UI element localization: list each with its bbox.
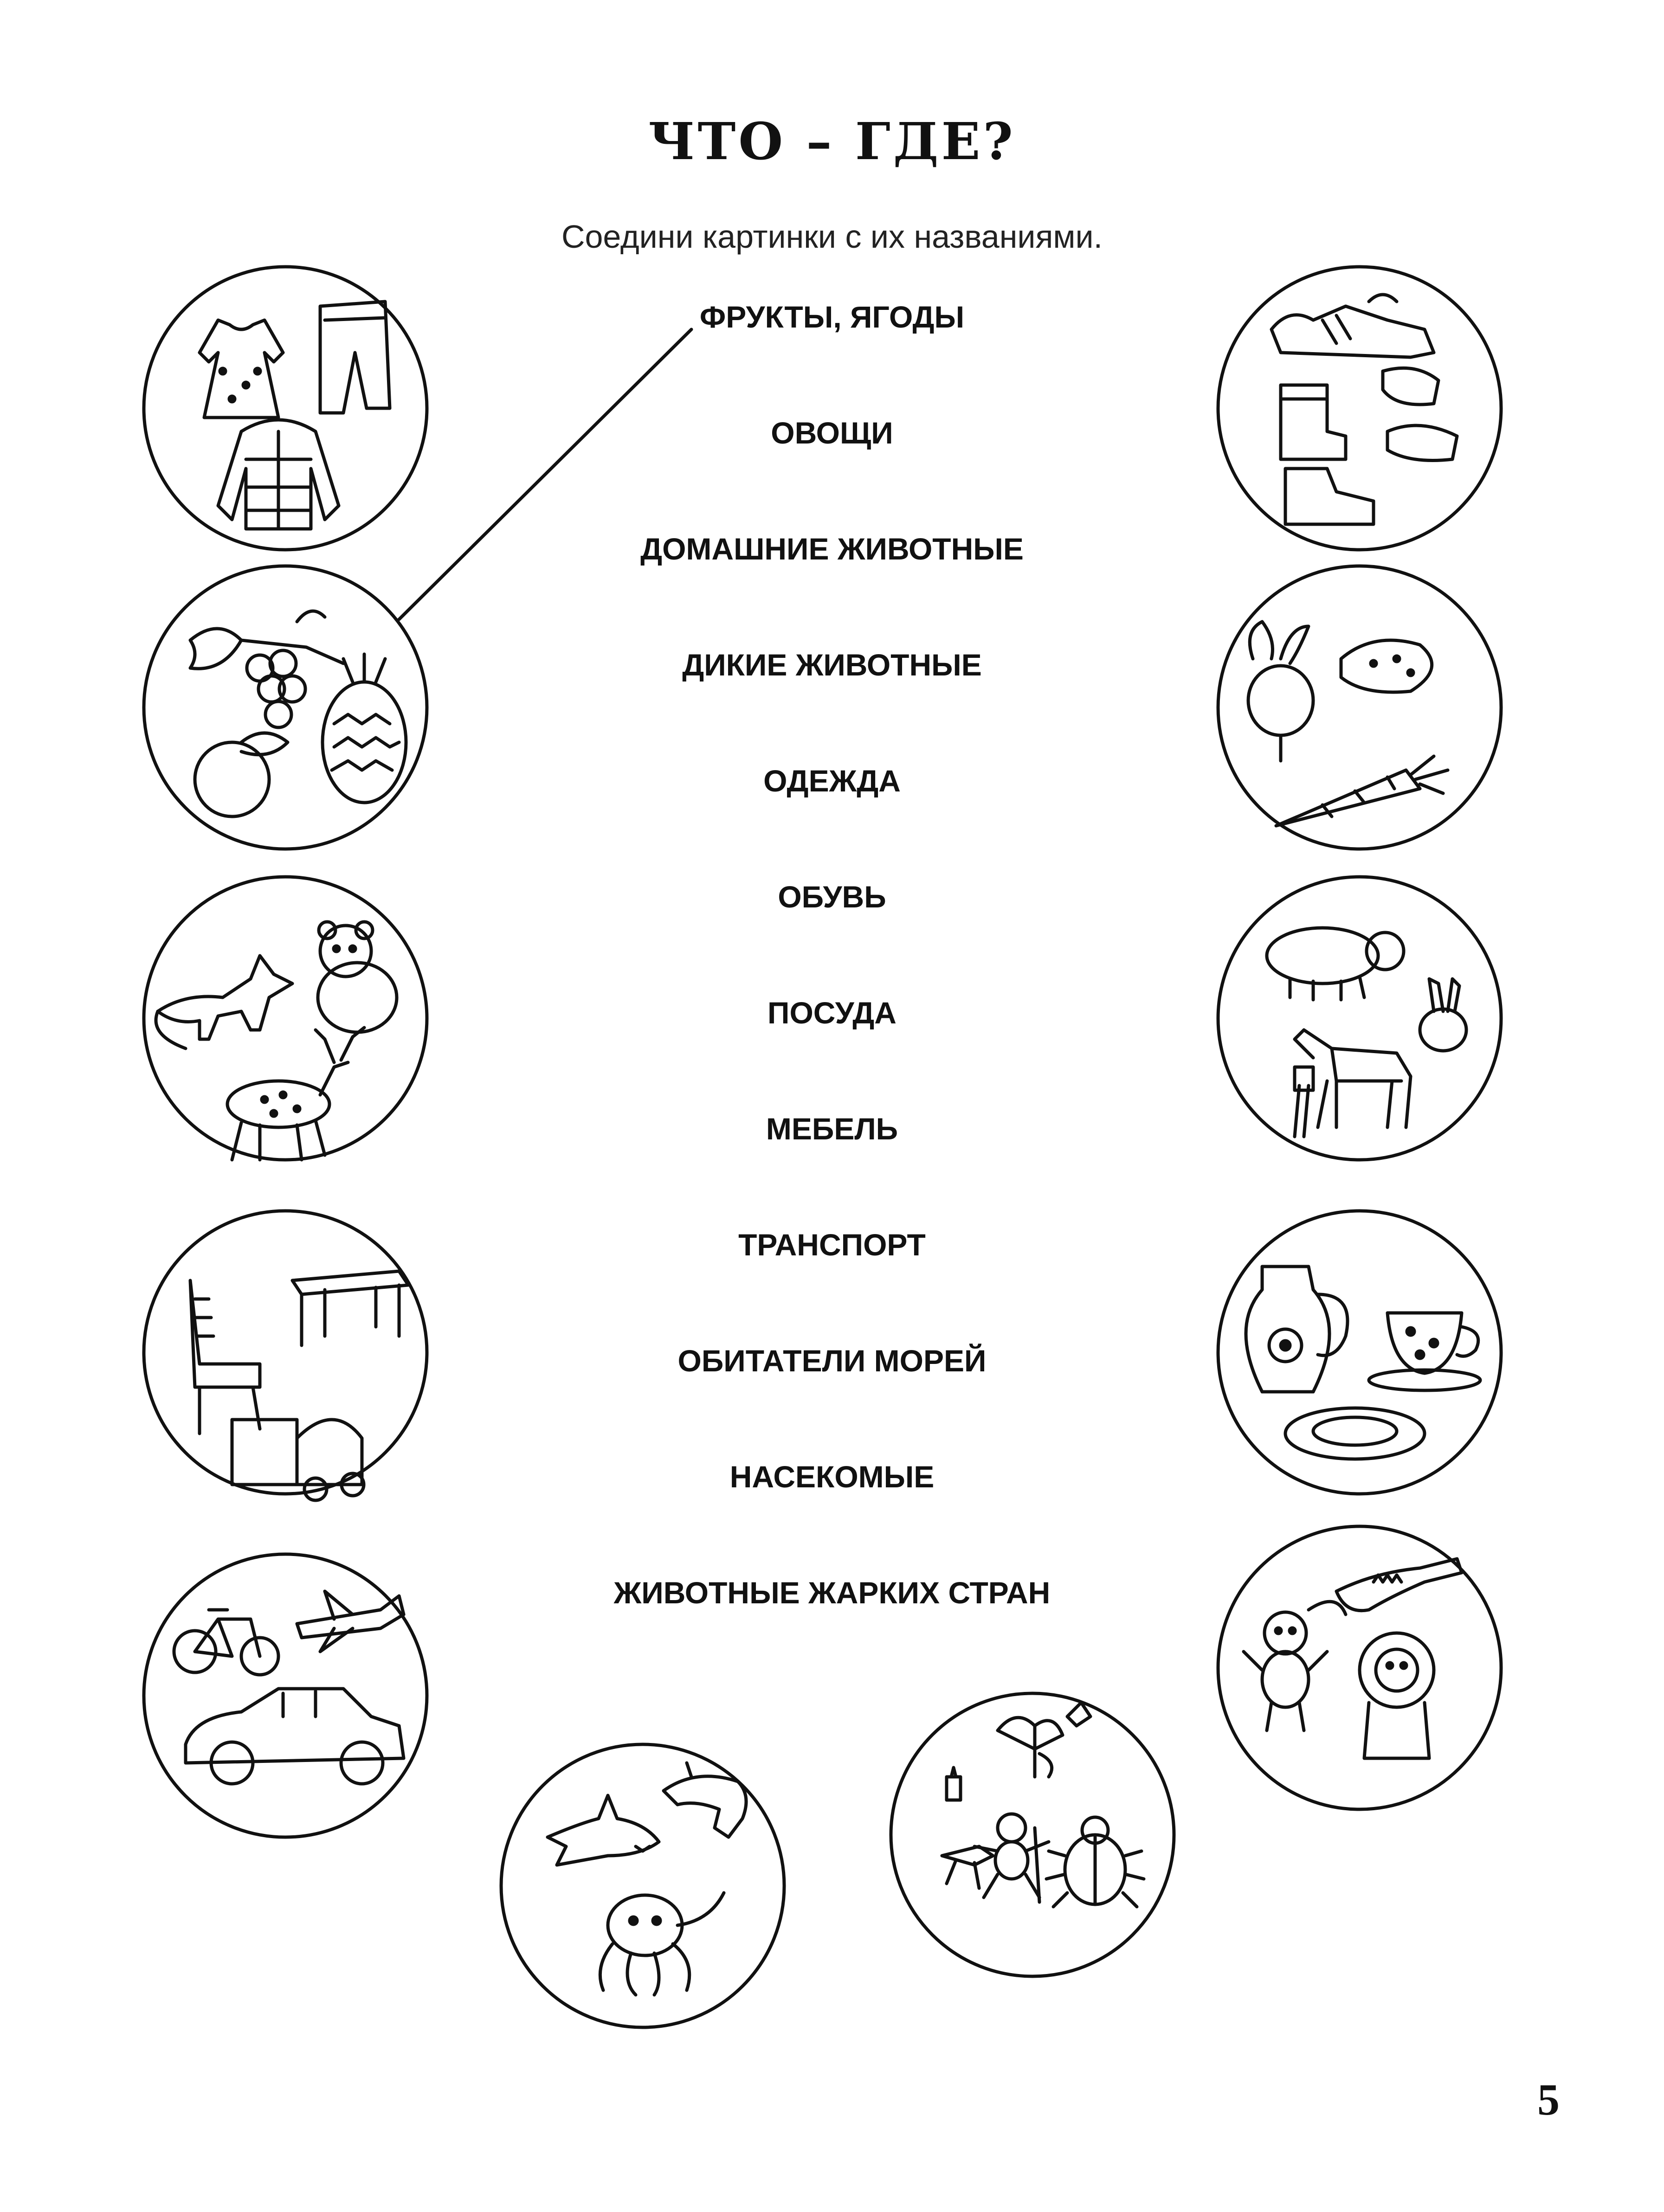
domestic-animals-picture[interactable] bbox=[1218, 877, 1501, 1160]
domestic-animals-icon bbox=[1267, 928, 1466, 1137]
hot-animals-picture[interactable] bbox=[1218, 1526, 1501, 1809]
fruits-picture[interactable] bbox=[144, 566, 427, 849]
wild-animals-picture[interactable] bbox=[144, 877, 427, 1160]
shoes-picture[interactable] bbox=[1218, 267, 1501, 550]
picture-circle bbox=[144, 566, 427, 849]
furniture-icon bbox=[190, 1271, 408, 1500]
category-label-wild-animals[interactable]: ДИКИЕ ЖИВОТНЫЕ bbox=[682, 648, 982, 682]
connection-line bbox=[399, 329, 691, 619]
clothing-icon bbox=[200, 302, 390, 529]
category-label-sea-creatures[interactable]: ОБИТАТЕЛИ МОРЕЙ bbox=[677, 1344, 987, 1378]
sea-creatures-icon bbox=[548, 1763, 746, 1995]
picture-circle bbox=[891, 1693, 1174, 1976]
picture-circle bbox=[1218, 877, 1501, 1160]
insects-picture[interactable] bbox=[891, 1693, 1174, 1976]
picture-circle bbox=[144, 1211, 427, 1494]
category-label-dishes[interactable]: ПОСУДА bbox=[768, 996, 896, 1030]
sea-creatures-picture[interactable] bbox=[501, 1744, 784, 2027]
page-title: ЧТО – ГДЕ? bbox=[648, 111, 1016, 171]
picture-circle bbox=[1218, 566, 1501, 849]
hot-animals-icon bbox=[1244, 1559, 1462, 1758]
category-label-transport[interactable]: ТРАНСПОРТ bbox=[738, 1228, 926, 1262]
transport-icon bbox=[174, 1591, 404, 1784]
dishes-picture[interactable] bbox=[1218, 1211, 1501, 1494]
fruit-icon bbox=[190, 611, 406, 817]
category-label-fruits[interactable]: ФРУКТЫ, ЯГОДЫ bbox=[699, 300, 965, 334]
category-label-domestic-animals[interactable]: ДОМАШНИЕ ЖИВОТНЫЕ bbox=[640, 532, 1024, 566]
category-label-shoes[interactable]: ОБУВЬ bbox=[778, 880, 886, 914]
instruction-text: Соедини картинки с их названиями. bbox=[561, 219, 1103, 255]
picture-circle bbox=[144, 1554, 427, 1837]
transport-picture[interactable] bbox=[144, 1554, 427, 1837]
category-label-hot-country-animals[interactable]: ЖИВОТНЫЕ ЖАРКИХ СТРАН bbox=[613, 1575, 1051, 1610]
page-number: 5 bbox=[1537, 2075, 1560, 2124]
category-label-furniture[interactable]: МЕБЕЛЬ bbox=[766, 1112, 898, 1146]
category-label-clothing[interactable]: ОДЕЖДА bbox=[763, 764, 901, 798]
insects-icon bbox=[942, 1703, 1144, 1907]
shoes-icon bbox=[1271, 295, 1457, 524]
vegetables-picture[interactable] bbox=[1218, 566, 1501, 849]
picture-circle bbox=[144, 877, 427, 1160]
category-label-vegetables[interactable]: ОВОЩИ bbox=[771, 416, 893, 450]
dishes-icon bbox=[1246, 1267, 1480, 1459]
category-label-insects[interactable]: НАСЕКОМЫЕ bbox=[729, 1460, 935, 1494]
clothing-picture[interactable] bbox=[144, 267, 427, 550]
vegetables-icon bbox=[1248, 622, 1448, 826]
picture-circle bbox=[1218, 1211, 1501, 1494]
furniture-picture[interactable] bbox=[144, 1211, 427, 1500]
